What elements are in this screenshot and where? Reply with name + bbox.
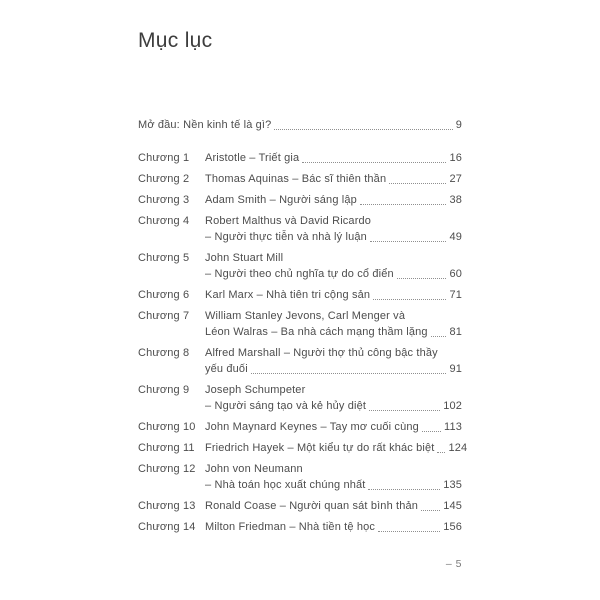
entry-page-number: 156 [443,521,462,533]
toc-entry [138,250,462,282]
entry-title-text: Aristotle – Triết gia [205,152,300,164]
entry-title-line [205,419,462,435]
entry-title [205,519,462,535]
entry-page-number: 91 [449,363,462,375]
entry-title-text: John Maynard Keynes – Tay mơ cuối cùng [205,421,419,433]
toc-intro-entry [138,117,462,133]
dotted-leader [370,241,447,242]
entry-title-line [205,382,462,398]
chapter-label: Chương 8 [138,347,190,359]
entry-page-number: 49 [449,231,462,243]
dotted-leader [437,452,445,453]
dotted-leader [389,183,446,184]
entry-title-text: William Stanley Jevons, Carl Menger và [205,310,406,322]
entry-title-line [205,266,462,282]
toc-entry [138,150,462,166]
dotted-leader [421,510,440,511]
entry-title-text: Ronald Coase – Người quan sát bình thản [205,500,419,512]
entry-title-text: – Nhà toán học xuất chúng nhất [205,479,366,491]
entry-page-number: 60 [449,268,462,280]
page-number: – 5 [445,558,462,570]
entry-title-line [205,324,462,340]
dotted-leader [378,531,440,532]
entry-title-text: Léon Walras – Ba nhà cách mạng thầm lặng [205,326,428,338]
chapter-label: Chương 7 [138,310,190,322]
entry-title-text: Mở đầu: Nền kinh tế là gì? [138,119,272,131]
dotted-leader [274,129,452,130]
chapter-label: Chương 1 [138,152,190,164]
toc-list [138,117,468,535]
entry-title-text: John Stuart Mill [205,252,284,264]
entry-title-text: Alfred Marshall – Người thợ thủ công bậc thầy [205,347,438,359]
entry-title [205,192,462,208]
entry-title [205,461,462,493]
dotted-leader [369,410,440,411]
chapter-label: Chương 14 [138,521,196,533]
entry-title-text: Adam Smith – Người sáng lập [205,194,357,206]
page-title: Mục lục [138,29,213,52]
entry-title [205,440,468,456]
entry-title-text: Friedrich Hayek – Một kiểu tự do rất khác biệt [205,442,435,454]
toc-entry [138,519,462,535]
toc-entry [138,345,462,377]
toc-entry [138,461,462,493]
dotted-leader [302,162,446,163]
dotted-leader [251,373,447,374]
entry-page-number: 145 [443,500,462,512]
entry-title [205,250,462,282]
entry-title [205,171,462,187]
chapter-label: Chương 9 [138,384,190,396]
chapter-label: Chương 2 [138,173,190,185]
entry-page-number: 102 [443,400,462,412]
entry-title-line [205,287,462,303]
entry-title-line [205,461,462,477]
entry-page-number: 16 [449,152,462,164]
toc-entry [138,171,462,187]
dotted-leader [431,336,447,337]
entry-title-line [205,398,462,414]
toc-entry [138,440,468,456]
entry-title-line [205,150,462,166]
entry-title-line [205,519,462,535]
entry-page-number: 9 [455,119,462,131]
entry-page-number: 38 [449,194,462,206]
entry-title [205,287,462,303]
entry-title-line [205,250,462,266]
entry-title-text: – Người thực tiễn và nhà lý luận [205,231,367,243]
entry-title-text: Milton Friedman – Nhà tiền tệ học [205,521,376,533]
entry-title-text: Karl Marx – Nhà tiên tri cộng sản [205,289,371,301]
entry-title-line [205,498,462,514]
entry-title-line [138,117,462,133]
chapter-label: Chương 11 [138,442,195,454]
entry-page-number: 81 [449,326,462,338]
entry-title-line [205,440,468,456]
entry-title [205,345,462,377]
entry-title-text: – Người theo chủ nghĩa tự do cổ điển [205,268,394,280]
entry-title-text: Joseph Schumpeter [205,384,306,396]
entry-page-number: 71 [449,289,462,301]
entry-title [138,117,462,133]
chapter-label: Chương 4 [138,215,190,227]
entry-title-text: Robert Malthus và David Ricardo [205,215,372,227]
entry-page-number: 135 [443,479,462,491]
entry-title-line [205,171,462,187]
dotted-leader [360,204,447,205]
entry-title [205,213,462,245]
dotted-leader [373,299,446,300]
entry-title [205,419,462,435]
toc-entry [138,308,462,340]
entry-title-line [205,361,462,377]
chapter-label: Chương 5 [138,252,190,264]
entry-title-line [205,213,462,229]
entry-title [205,308,462,340]
chapter-label: Chương 3 [138,194,190,206]
entry-title-line [205,229,462,245]
toc-entry [138,213,462,245]
entry-title-text: yếu đuối [205,363,248,375]
entry-title [205,382,462,414]
entry-page-number: 124 [448,442,468,454]
entry-title-line [205,308,462,324]
toc-entry [138,382,462,414]
toc-entry [138,419,462,435]
chapter-label: Chương 10 [138,421,196,433]
chapter-label: Chương 13 [138,500,196,512]
toc-entry [138,498,462,514]
entry-title [205,150,462,166]
dotted-leader [368,489,440,490]
entry-title-text: John von Neumann [205,463,303,475]
dotted-leader [422,431,441,432]
entry-title-text: – Người sáng tạo và kẻ hủy diệt [205,400,367,412]
dotted-leader [397,278,447,279]
chapter-label: Chương 12 [138,463,196,475]
entry-title-line [205,345,462,361]
chapter-label: Chương 6 [138,289,190,301]
entry-page-number: 113 [444,421,462,433]
toc-entry [138,192,462,208]
entry-title-line [205,477,462,493]
toc-entry [138,287,462,303]
entry-title-text: Thomas Aquinas – Bác sĩ thiên thần [205,173,387,185]
entry-title-line [205,192,462,208]
entry-page-number: 27 [449,173,462,185]
entry-title [205,498,462,514]
